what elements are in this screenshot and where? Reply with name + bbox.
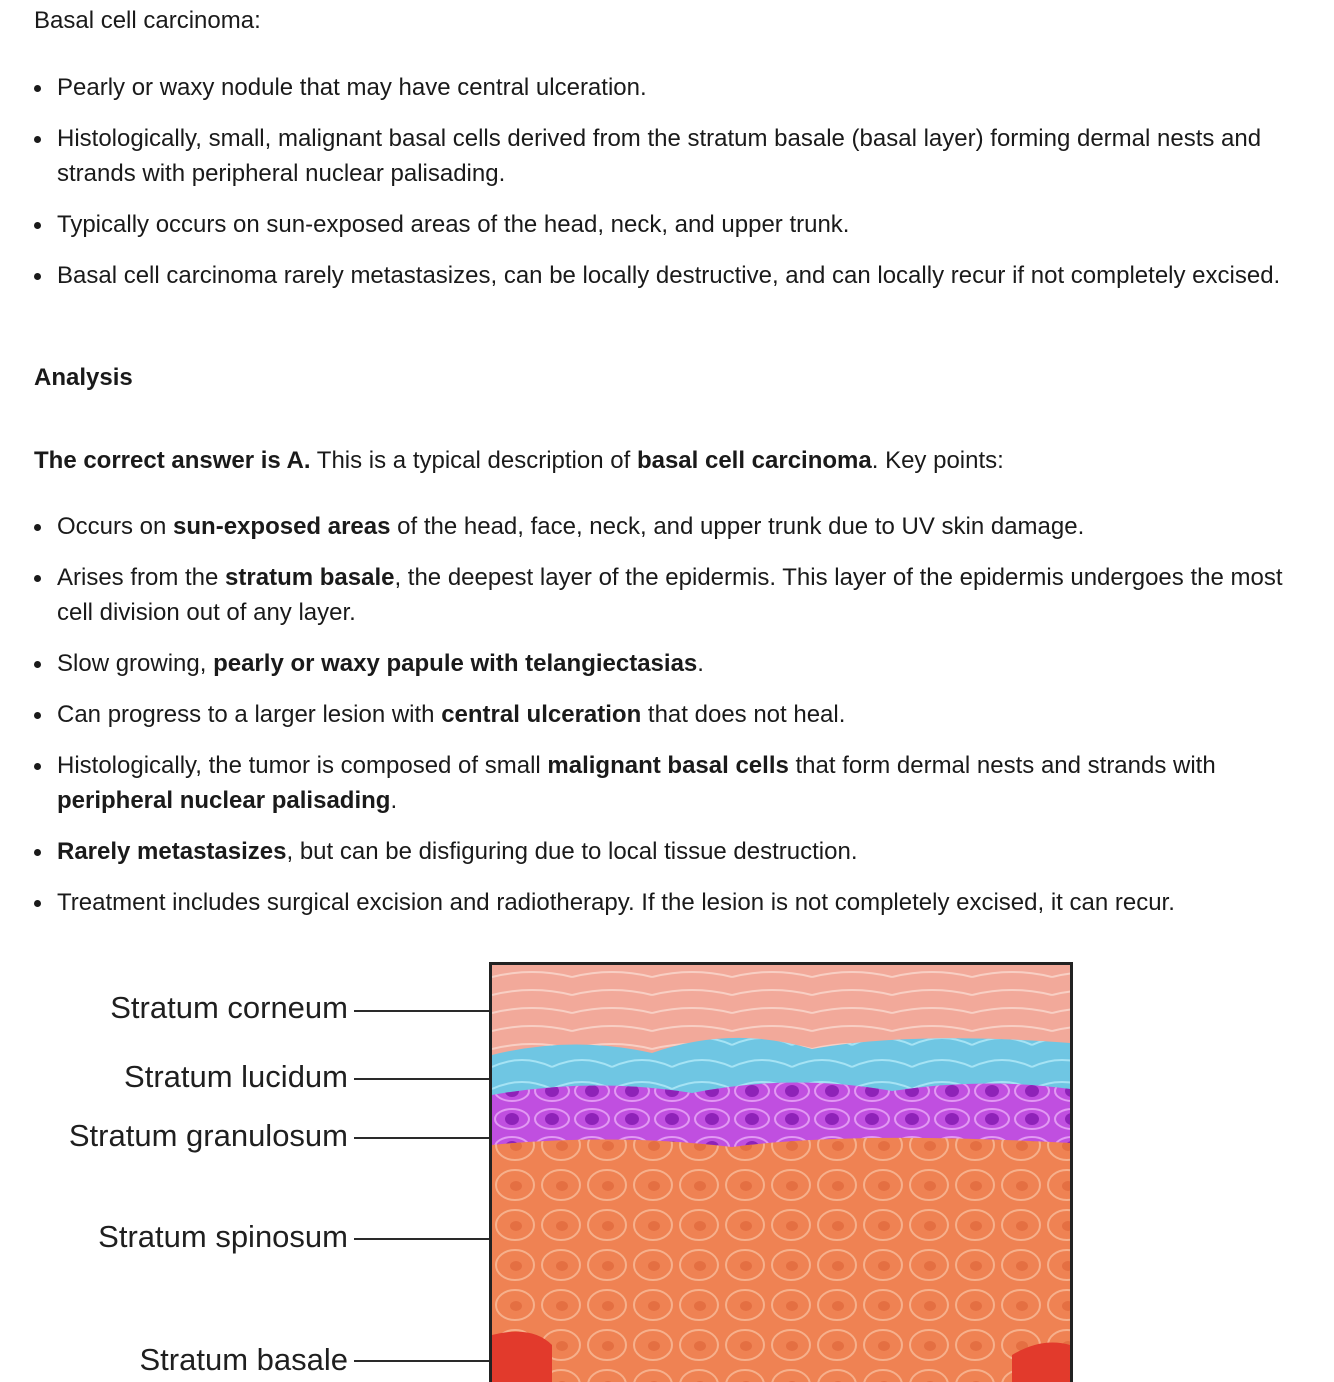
list-item: Rarely metastasizes, but can be disfiguring due to local tissue destruction. bbox=[34, 834, 1294, 869]
leader-line bbox=[354, 1360, 514, 1362]
label-stratum-basale: Stratum basale bbox=[139, 1342, 348, 1377]
list-item: Basal cell carcinoma rarely metastasizes, can be locally destructive, and can locally recur if not completely excised. bbox=[34, 258, 1294, 293]
label-stratum-granulosum: Stratum granulosum bbox=[68, 1118, 348, 1153]
label-stratum-corneum: Stratum corneum bbox=[110, 990, 348, 1025]
list-item: Arises from the stratum basale, the deepest layer of the epidermis. This layer of the epidermis undergoes the most cell division out of any layer. bbox=[34, 560, 1294, 630]
layer-corneum bbox=[492, 965, 1070, 1060]
list-item: Typically occurs on sun-exposed areas of the head, neck, and upper trunk. bbox=[34, 207, 1294, 242]
list-item: Histologically, small, malignant basal cells derived from the stratum basale (basal layer) forming dermal nests and strands with peripheral nuclear palisading. bbox=[34, 121, 1294, 191]
summary-list bbox=[34, 70, 1294, 293]
list-item: Slow growing, pearly or waxy papule with telangiectasias. bbox=[34, 646, 1294, 681]
leader-line bbox=[354, 1137, 514, 1139]
list-item: Treatment includes surgical excision and radiotherapy. If the lesion is not completely excised, it can recur. bbox=[34, 885, 1294, 920]
layer-granulosum bbox=[492, 1082, 1070, 1155]
list-item: Histologically, the tumor is composed of small malignant basal cells that form dermal nests and strands with peripheral nuclear palisading. bbox=[34, 748, 1294, 818]
layer-basale bbox=[492, 1332, 552, 1382]
label-stratum-lucidum: Stratum lucidum bbox=[124, 1059, 348, 1094]
list-item: Can progress to a larger lesion with central ulceration that does not heal. bbox=[34, 697, 1294, 732]
layer-spinosum bbox=[492, 1138, 1070, 1382]
skin-layers-svg bbox=[492, 965, 1070, 1382]
layer-lucidum bbox=[492, 1038, 1070, 1105]
intro-text: Basal cell carcinoma: bbox=[34, 7, 261, 34]
skin-layers-illustration bbox=[489, 962, 1073, 1382]
list-item: Pearly or waxy nodule that may have central ulceration. bbox=[34, 70, 1294, 105]
leader-line bbox=[354, 1238, 514, 1240]
list-item: Occurs on sun-exposed areas of the head, face, neck, and upper trunk due to UV skin damage. bbox=[34, 509, 1294, 544]
key-points-list bbox=[34, 509, 1294, 920]
leader-line bbox=[354, 1078, 514, 1080]
analysis-heading: Analysis bbox=[34, 364, 133, 391]
leader-line bbox=[354, 1010, 514, 1012]
answer-statement: The correct answer is A. This is a typical description of basal cell carcinoma. Key points: bbox=[34, 447, 1004, 474]
label-stratum-spinosum: Stratum spinosum bbox=[98, 1219, 348, 1254]
